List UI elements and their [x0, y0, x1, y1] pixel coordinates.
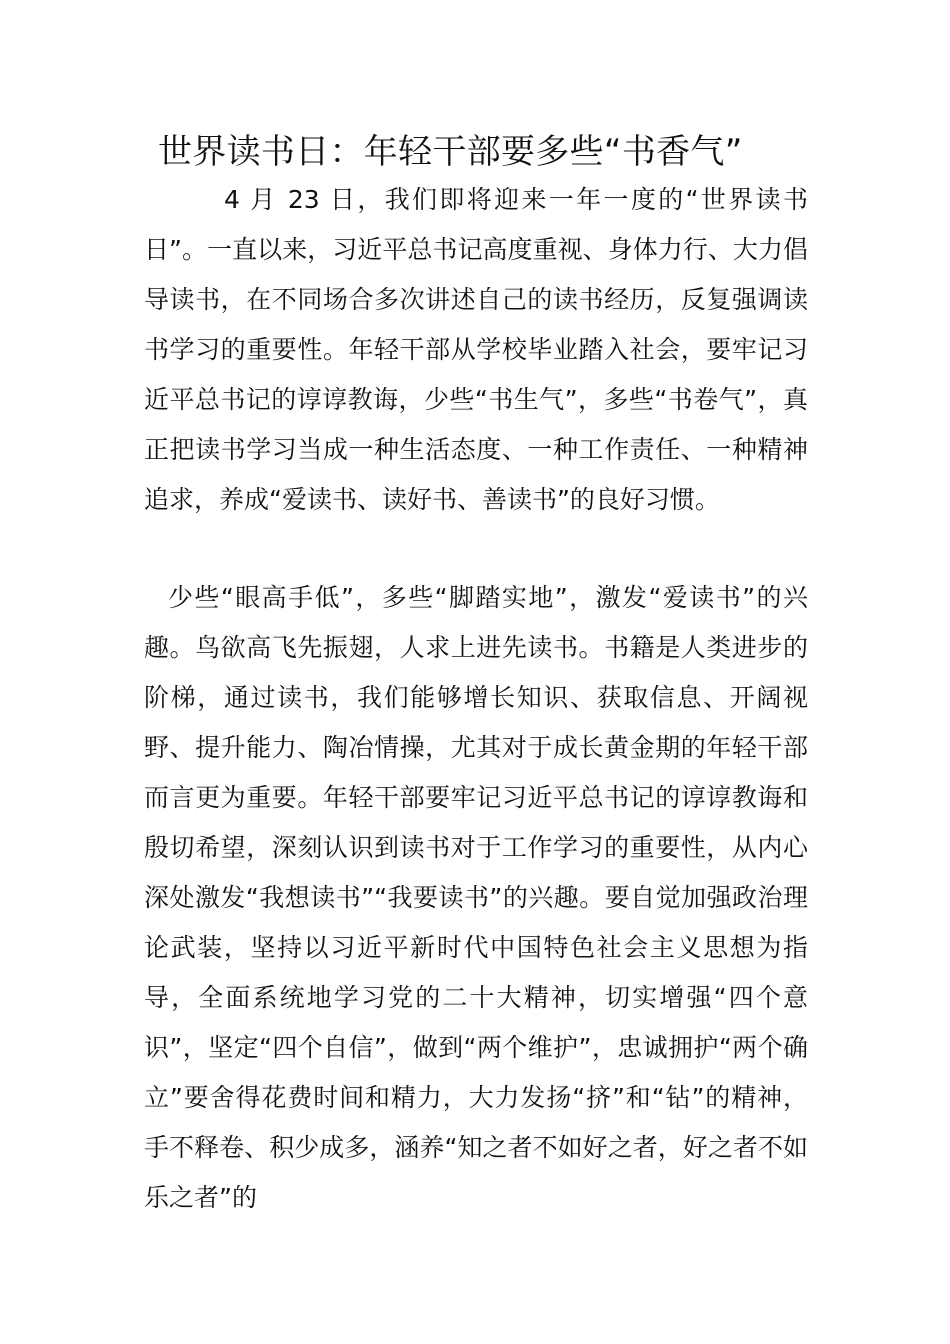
- paragraph-1: 4 月 23 日，我们即将迎来一年一度的“世界读书日”。一直以来，习近平总书记高度重视、身体力行、大力倡导读书，在不同场合多次讲述自己的读书经历，反复强调读书学习的重要性。年轻干部从学校毕业踏入社会，要牢记习近平总书记的谆谆教诲，少些“书生气”，多些“书卷气”，真正把读书学习当成一种生活态度、一种工作责任、一种精神追求，养成“爱读书、读好书、善读书”的良好习惯。: [144, 185, 808, 514]
- paragraph-2: 少些“眼高手低”，多些“脚踏实地”，激发“爱读书”的兴趣。鸟欲高飞先振翅，人求上进先读书。书籍是人类进步的阶梯，通过读书，我们能够增长知识、获取信息、开阔视野、提升能力、陶冶情操，尤其对于成长黄金期的年轻干部而言更为重要。年轻干部要牢记习近平总书记的谆谆教诲和殷切希望，深刻认识到读书对于工作学习的重要性，从内心深处激发“我想读书”“我要读书”的兴趣。要自觉加强政治理论武装，坚持以习近平新时代中国特色社会主义思想为指导，全面系统地学习党的二十大精神，切实增强“四个意识”，坚定“四个自信”，做到“两个维护”，忠诚拥护“两个确立”要舍得花费时间和精力，大力发扬“挤”和“钻”的精神，手不释卷、积少成多，涵养“知之者不如好之者，好之者不如乐之者”的: [144, 583, 808, 1212]
- document-title: 世界读书日：年轻干部要多些“书香气”: [158, 132, 743, 172]
